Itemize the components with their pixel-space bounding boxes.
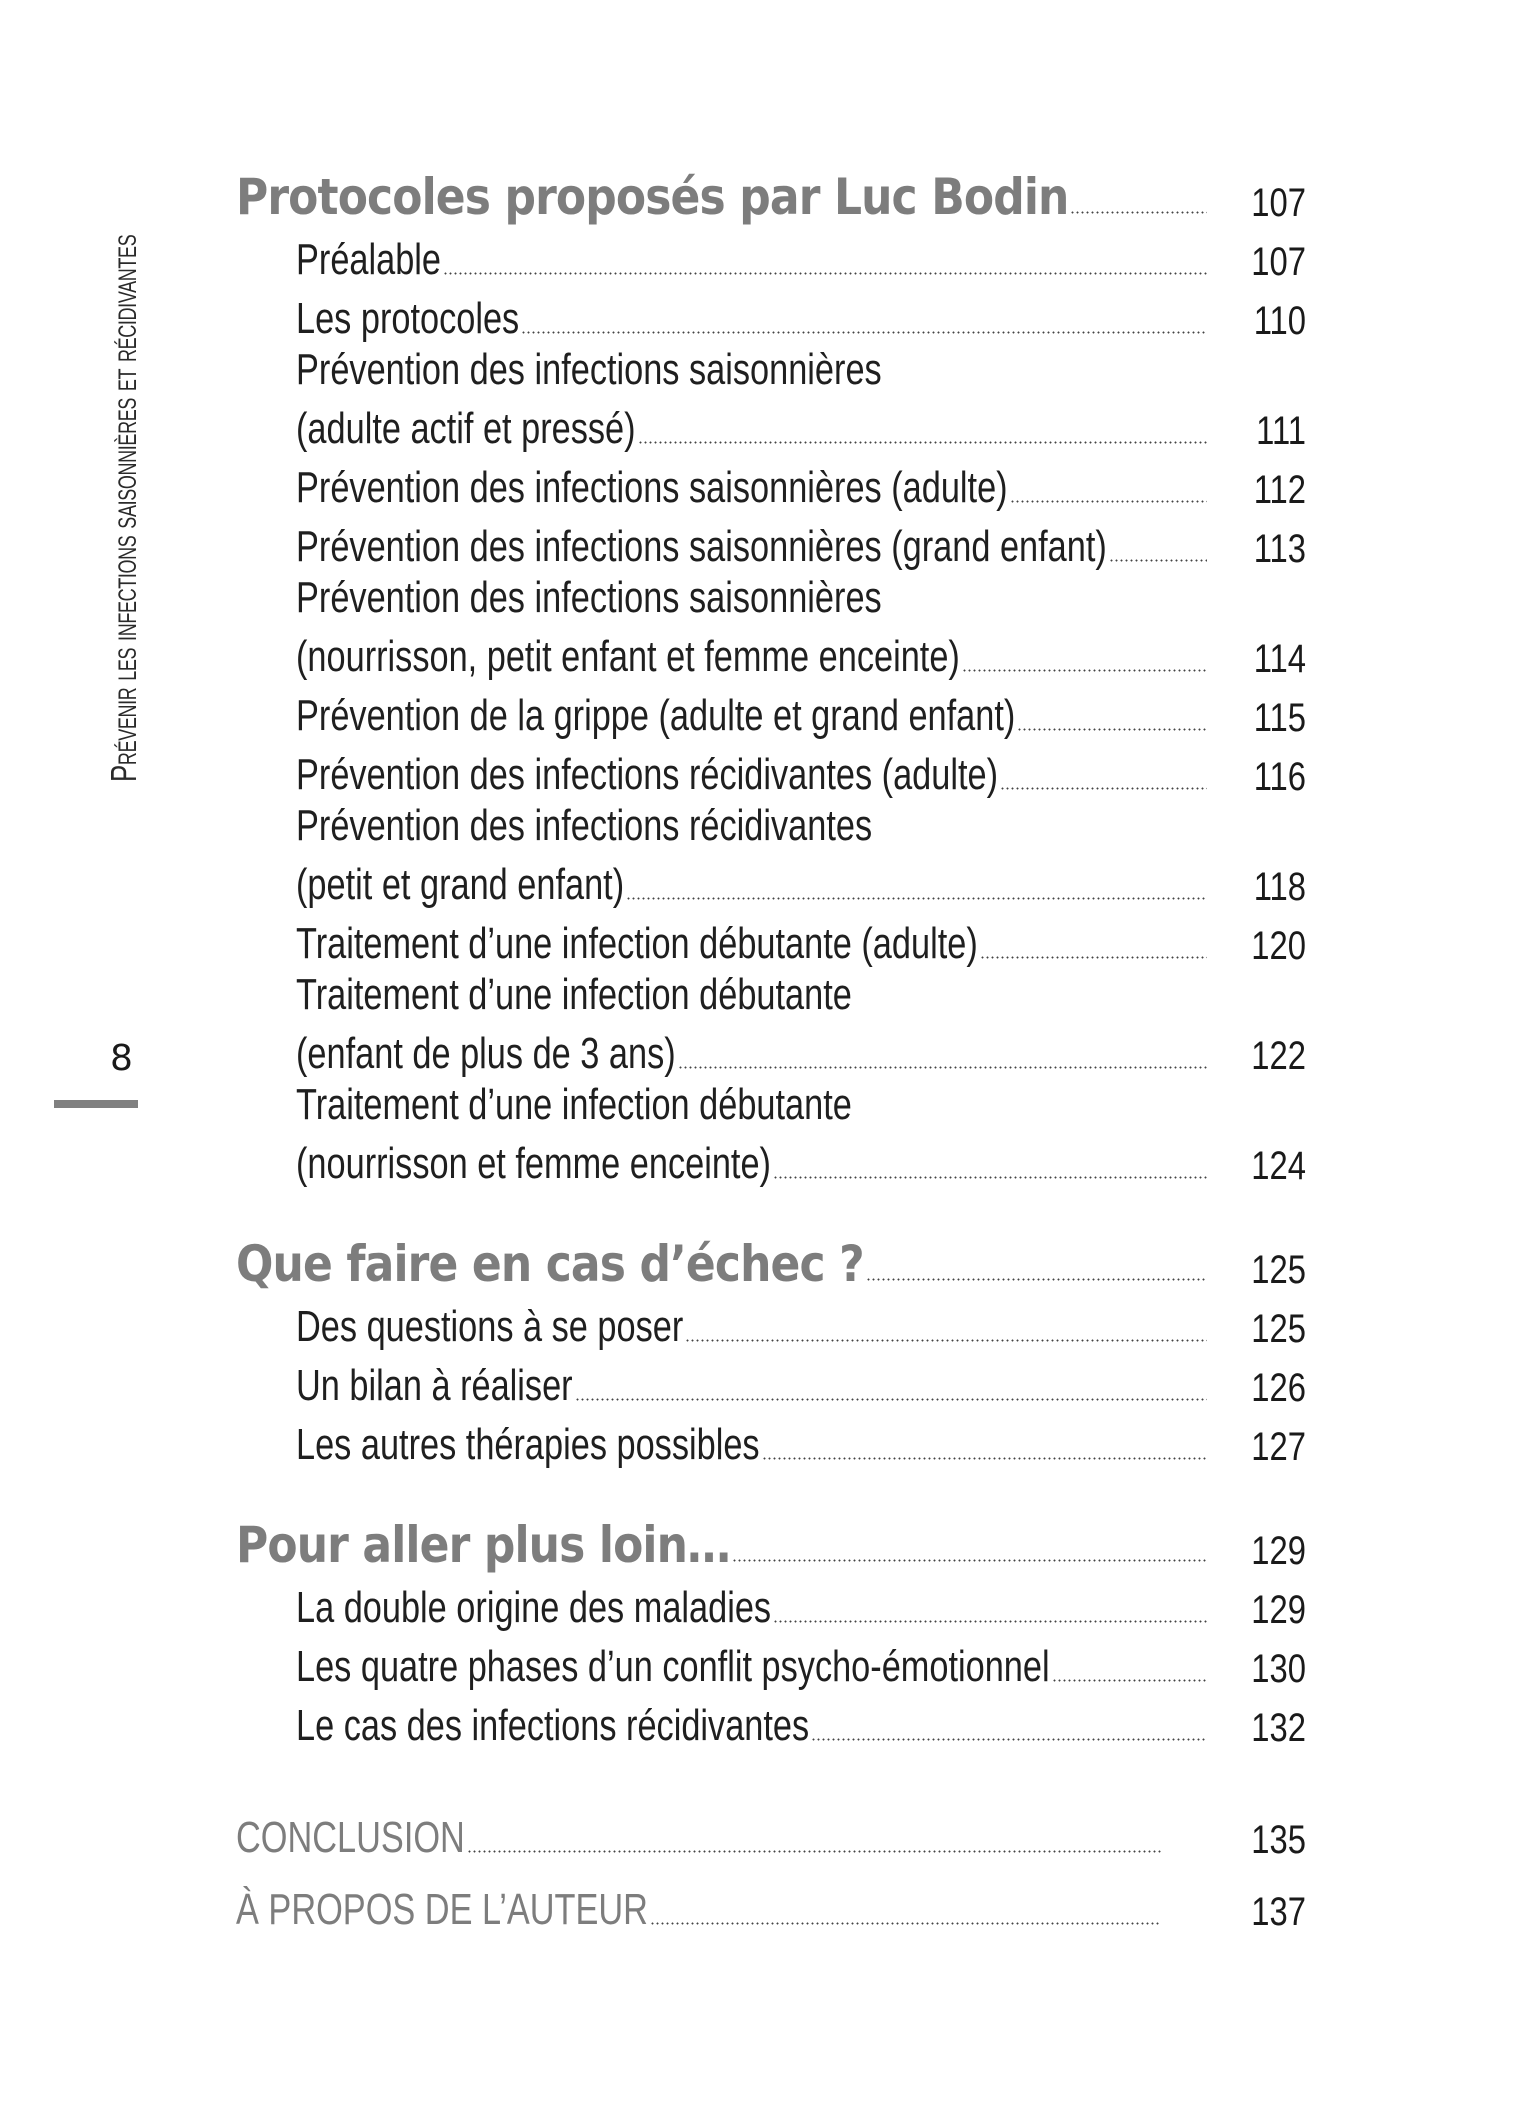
- entry-title: La double origine des maladies: [296, 1583, 772, 1632]
- toc-entry[interactable]: [236, 1633, 1306, 1692]
- dot-leader: [467, 1850, 1161, 1853]
- entry-title: Traitement d’une infection débutante (adulte): [296, 919, 978, 968]
- entry-page-number: 126: [1251, 1366, 1306, 1410]
- entry-page-number: 118: [1253, 865, 1306, 909]
- entry-title-line: Prévention des infections saisonnières: [296, 345, 882, 394]
- chapter-heading[interactable]: [236, 1508, 1306, 1574]
- toc-entry[interactable]: [236, 226, 1306, 285]
- dot-leader: [443, 272, 1207, 275]
- toc-entry[interactable]: [236, 1692, 1306, 1751]
- entry-page-number: 132: [1251, 1706, 1306, 1750]
- toc-entry[interactable]: [236, 682, 1306, 741]
- toc-entry[interactable]: [236, 741, 1306, 800]
- entry-title: Que faire en cas d’échec ?: [236, 1235, 864, 1293]
- entry-page-number: 130: [1251, 1647, 1306, 1691]
- entry-title: Le cas des infections récidivantes: [296, 1701, 810, 1750]
- entry-page-number: 122: [1251, 1034, 1306, 1078]
- dot-leader: [811, 1738, 1207, 1741]
- toc-entry[interactable]: [236, 1293, 1306, 1352]
- entry-title: Prévention des infections récidivantes (adulte): [296, 750, 999, 799]
- entry-title: (nourrisson, petit enfant et femme enceinte): [296, 632, 960, 681]
- entry-title: Prévention des infections saisonnières (adulte): [296, 463, 1008, 512]
- toc-entry[interactable]: [236, 910, 1306, 969]
- entry-page-number: 110: [1253, 299, 1306, 343]
- entry-page-number: 107: [1251, 240, 1306, 284]
- toc-entry[interactable]: [236, 285, 1306, 344]
- page-number: 8: [110, 1038, 133, 1079]
- dot-leader: [650, 1922, 1161, 1925]
- entry-page-number: 107: [1251, 181, 1306, 225]
- toc-entry[interactable]: [236, 513, 1306, 572]
- backmatter-entry[interactable]: [236, 1863, 1306, 1935]
- toc-entry[interactable]: [236, 1079, 1306, 1189]
- folio-rule: [54, 1100, 138, 1108]
- entry-page-number: 115: [1253, 696, 1306, 740]
- dot-leader: [732, 1559, 1207, 1562]
- running-header-text: Prévenir les infections saisonnières et récidivantes: [103, 234, 144, 782]
- entry-title: Pour aller plus loin…: [236, 1516, 731, 1574]
- entry-page-number: 137: [1251, 1890, 1306, 1934]
- entry-title-line: Prévention des infections saisonnières: [296, 573, 882, 622]
- dot-leader: [521, 331, 1207, 334]
- entry-page-number: 120: [1251, 924, 1306, 968]
- entry-page-number: 114: [1253, 637, 1306, 681]
- toc-entry[interactable]: [236, 800, 1306, 910]
- entry-continuation[interactable]: [296, 396, 1306, 454]
- entry-title: (petit et grand enfant): [296, 860, 625, 909]
- dot-leader: [1070, 211, 1207, 214]
- dot-leader: [1109, 559, 1207, 562]
- dot-leader: [980, 956, 1207, 959]
- entry-title: Préalable: [296, 235, 442, 284]
- dot-leader: [626, 897, 1207, 900]
- entry-page-number: 125: [1251, 1248, 1306, 1292]
- entry-continuation[interactable]: [296, 624, 1306, 682]
- dot-leader: [575, 1398, 1207, 1401]
- entry-title: (enfant de plus de 3 ans): [296, 1029, 676, 1078]
- toc-entry[interactable]: [236, 454, 1306, 513]
- entry-page-number: 112: [1253, 468, 1306, 512]
- entry-title: Des questions à se poser: [296, 1302, 684, 1351]
- entry-continuation[interactable]: [296, 852, 1306, 910]
- dot-leader: [1017, 728, 1207, 731]
- toc-entry[interactable]: [236, 344, 1306, 454]
- entry-title: Prévention de la grippe (adulte et grand enfant): [296, 691, 1016, 740]
- dot-leader: [762, 1457, 1207, 1460]
- entry-title: (adulte actif et pressé): [296, 404, 636, 453]
- entry-page-number: 113: [1253, 527, 1306, 571]
- entry-page-number: 124: [1251, 1144, 1306, 1188]
- dot-leader: [678, 1066, 1207, 1069]
- entry-page-number: 125: [1251, 1307, 1306, 1351]
- toc-entry[interactable]: [236, 969, 1306, 1079]
- dot-leader: [773, 1620, 1207, 1623]
- entry-continuation[interactable]: [296, 1131, 1306, 1189]
- toc-entry[interactable]: [236, 1352, 1306, 1411]
- entry-title: (nourrisson et femme enceinte): [296, 1139, 771, 1188]
- entry-page-number: 129: [1251, 1588, 1306, 1632]
- entry-title-line: Traitement d’une infection débutante: [296, 1080, 852, 1129]
- toc-entry[interactable]: [236, 1574, 1306, 1633]
- chapter-heading[interactable]: [236, 160, 1306, 226]
- entry-page-number: 135: [1251, 1818, 1306, 1862]
- entry-page-number: 127: [1251, 1425, 1306, 1469]
- dot-leader: [962, 669, 1207, 672]
- entry-page-number: 129: [1251, 1529, 1306, 1573]
- entry-title: Les quatre phases d’un conflit psycho-émotionnel: [296, 1642, 1050, 1691]
- dot-leader: [1052, 1679, 1207, 1682]
- entry-title: Prévention des infections saisonnières (grand enfant): [296, 522, 1107, 571]
- entry-continuation[interactable]: [296, 1021, 1306, 1079]
- entry-title: Un bilan à réaliser: [296, 1361, 573, 1410]
- dot-leader: [685, 1339, 1207, 1342]
- entry-title: Les autres thérapies possibles: [296, 1420, 760, 1469]
- entry-page-number: 111: [1256, 409, 1306, 453]
- chapter-heading[interactable]: [236, 1227, 1306, 1293]
- backmatter-entry[interactable]: [236, 1791, 1306, 1863]
- running-header: [100, 162, 148, 782]
- table-of-contents: [236, 160, 1306, 1935]
- entry-title: À PROPOS DE L’AUTEUR: [236, 1885, 648, 1934]
- dot-leader: [1000, 787, 1207, 790]
- entry-title-line: Traitement d’une infection débutante: [296, 970, 852, 1019]
- entry-title: Protocoles proposés par Luc Bodin: [236, 168, 1069, 226]
- toc-entry[interactable]: [236, 1411, 1306, 1470]
- entry-title-line: Prévention des infections récidivantes: [296, 801, 873, 850]
- entry-title: Les protocoles: [296, 294, 520, 343]
- toc-entry[interactable]: [236, 572, 1306, 682]
- entry-page-number: 116: [1253, 755, 1306, 799]
- dot-leader: [773, 1176, 1207, 1179]
- entry-title: CONCLUSION: [236, 1813, 465, 1862]
- dot-leader: [638, 441, 1207, 444]
- dot-leader: [1010, 500, 1207, 503]
- dot-leader: [866, 1278, 1207, 1281]
